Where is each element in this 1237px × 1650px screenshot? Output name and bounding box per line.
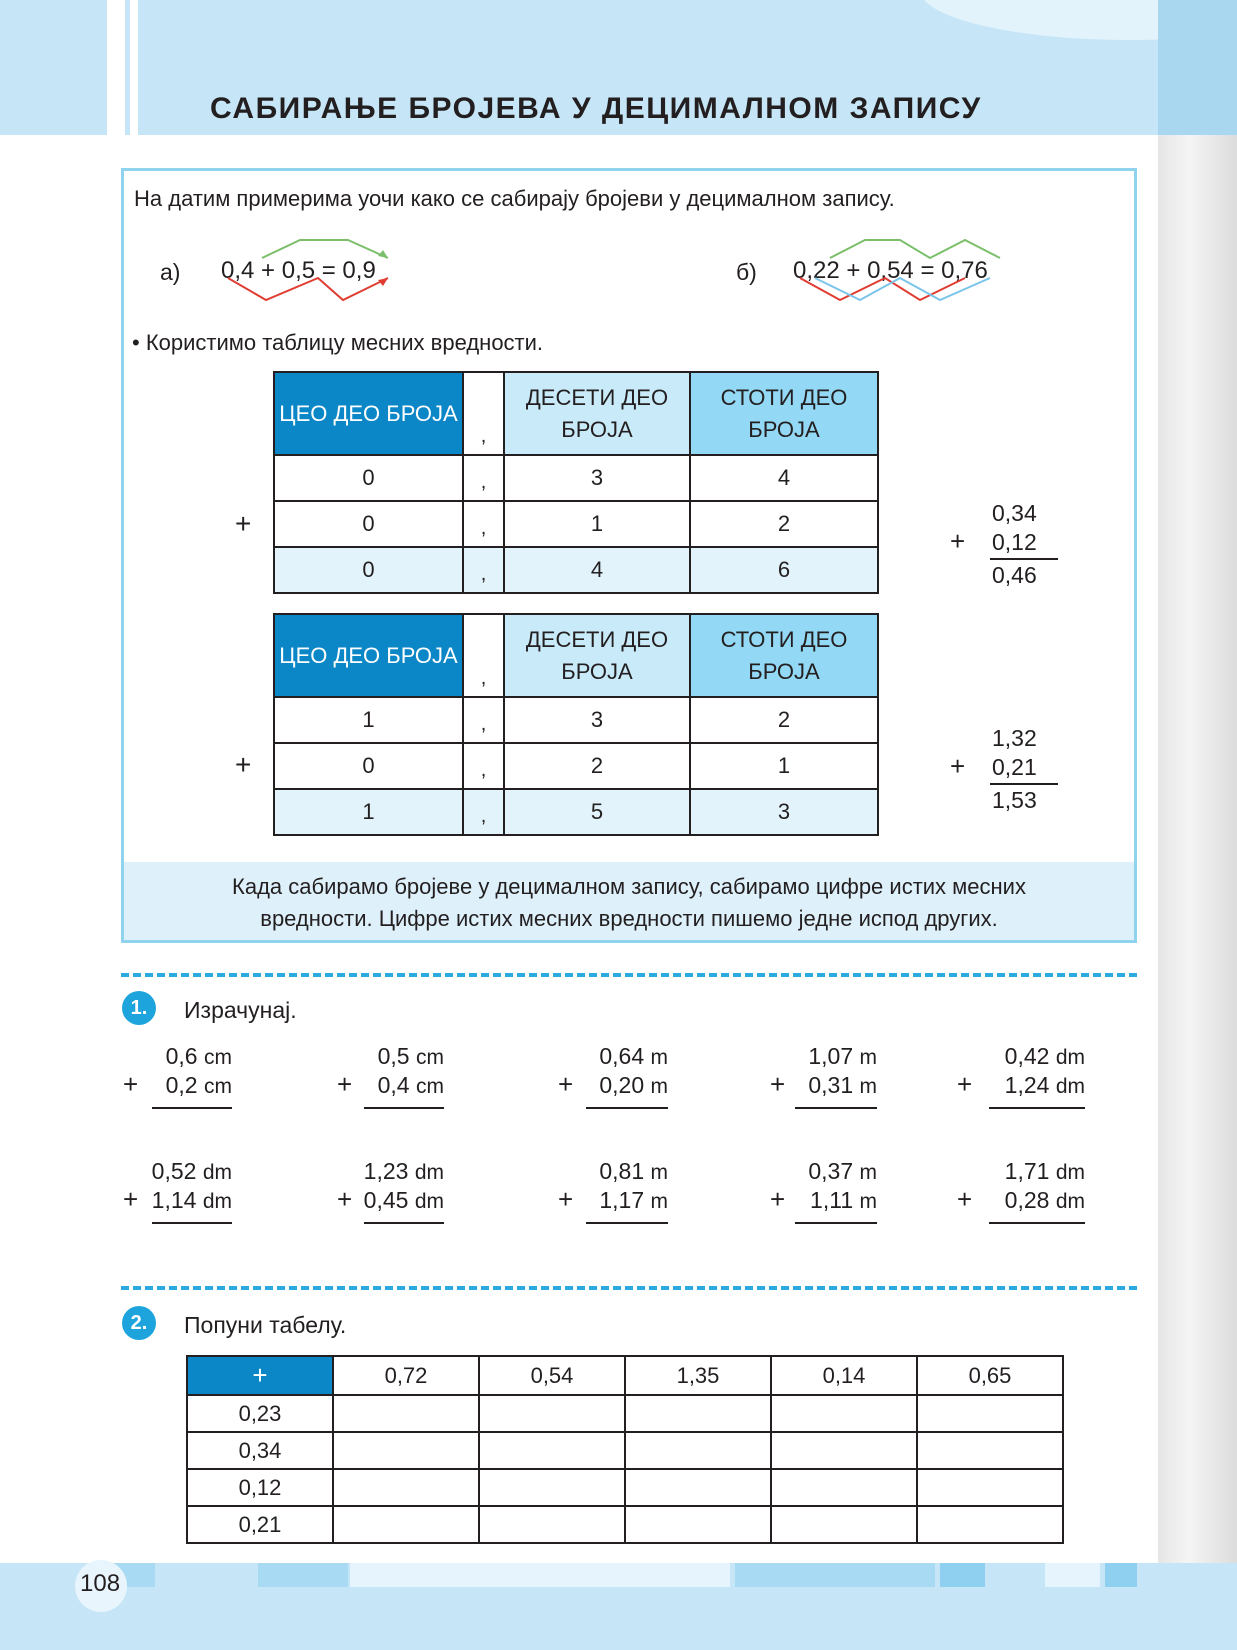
answer-cell[interactable] [917,1469,1063,1506]
second-addend [378,1072,444,1099]
first-addend [1005,1158,1085,1185]
table-cell: 0 [274,455,463,501]
plus-sign: + [235,508,252,539]
red-arrow [800,278,965,300]
second-addend [808,1072,877,1099]
addition-problem [558,1043,668,1107]
page-edge-shadow [1158,0,1237,1650]
sum-line [586,1222,668,1224]
table-cell: 0 [274,743,463,789]
addition-problem [337,1043,444,1107]
table-cell: , [463,697,504,743]
addition-table [186,1355,1064,1544]
plus-sign: + [337,1069,353,1099]
table-cell: 1 [274,789,463,835]
bullet-text: • Користимо таблицу месних вредности. [132,330,544,355]
example-a-arrows [218,234,408,306]
sum-line [795,1222,877,1224]
sum-line [990,558,1058,560]
header-stripe [0,0,98,135]
section-divider [121,1286,1137,1290]
header-whole-part: ЦЕО ДЕО БРОЈА [274,372,463,455]
header-stripe [107,0,125,135]
exercise-2-badge: 2. [122,1306,156,1340]
answer-cell[interactable] [771,1506,917,1543]
addend-value: 0,81 [599,1158,645,1184]
addition-problem [558,1158,668,1222]
header-comma: , [463,372,504,455]
unit: dm [1055,1075,1085,1098]
table-cell: , [463,743,504,789]
second-addend [166,1072,232,1099]
addend-value: 0,52 [151,1158,197,1184]
exercise-2-title: Попуни табелу. [184,1312,347,1338]
second-addend [599,1072,668,1099]
exercise-1-badge: 1. [122,991,156,1025]
addition-problem [123,1158,232,1222]
sum-line [152,1222,232,1224]
addend-value: 1,71 [1004,1158,1050,1184]
second-addend [810,1187,877,1214]
unit: cm [416,1046,444,1069]
unit: m [859,1161,877,1184]
header-tenths: ДЕСЕТИ ДЕО БРОЈА [504,614,690,697]
unit: dm [1055,1161,1085,1184]
unit: dm [202,1161,232,1184]
unit: m [650,1161,668,1184]
second-addend [152,1187,232,1214]
first-addend [599,1043,668,1070]
column-header: 0,65 [917,1356,1063,1395]
plus-sign: + [950,751,966,781]
second-addend [1005,1187,1085,1214]
table-sum-row [274,547,878,593]
plus-sign: + [770,1069,786,1099]
header-hundredths: СТОТИ ДЕО БРОЈА [690,372,878,455]
table-cell: 4 [690,455,878,501]
unit: dm [414,1190,444,1213]
table-header-row [274,614,878,697]
plus-sign: + [337,1184,353,1214]
plus-sign: + [770,1184,786,1214]
rule-note-line-1: Када сабирамо бројеве у децималном запису, сабирамо цифре истих месних [232,874,1026,899]
plus-sign: + [123,1069,139,1099]
addend: 0,21 [992,754,1037,780]
red-arrow [228,278,388,300]
answer-cell[interactable] [479,1395,625,1432]
table-cell: 3 [504,697,690,743]
unit: m [859,1075,877,1098]
table-cell: 0 [274,501,463,547]
table-row [274,743,878,789]
table-cell: , [463,501,504,547]
answer-cell[interactable] [625,1432,771,1469]
unit: dm [1055,1190,1085,1213]
answer-cell[interactable] [333,1506,479,1543]
answer-cell[interactable] [917,1395,1063,1432]
table-cell: 1 [690,743,878,789]
header-hundredths: СТОТИ ДЕО БРОЈА [690,614,878,697]
sum-line [795,1107,877,1109]
table-cell: 5 [504,789,690,835]
unit: m [650,1075,668,1098]
unit: cm [416,1075,444,1098]
header-stripe [130,0,138,135]
table-cell: , [463,547,504,593]
plus-sign: + [235,749,252,780]
table-row [274,697,878,743]
sum-line [990,783,1058,785]
addition-problem [770,1158,877,1222]
unit: m [650,1046,668,1069]
sum-line [989,1222,1085,1224]
answer-cell[interactable] [479,1469,625,1506]
sum-line [586,1107,668,1109]
table-header-row [187,1356,1063,1395]
addend-value: 0,5 [377,1043,410,1069]
first-addend [364,1158,444,1185]
table-cell: 0 [274,547,463,593]
corner-plus: + [187,1356,333,1395]
first-addend [808,1158,877,1185]
unit: dm [414,1161,444,1184]
unit: dm [202,1190,232,1213]
header-whole-part: ЦЕО ДЕО БРОЈА [274,614,463,697]
sum: 1,53 [992,787,1037,813]
table-sum-row [274,789,878,835]
answer-cell[interactable] [625,1469,771,1506]
addend-value: 1,14 [151,1187,197,1213]
header-comma: , [463,614,504,697]
column-header: 0,54 [479,1356,625,1395]
table-cell: 2 [690,697,878,743]
footer-segment [940,1563,985,1587]
table-cell: 6 [690,547,878,593]
plus-sign: + [950,526,966,556]
table-row [187,1506,1063,1543]
addend-value: 0,64 [599,1043,645,1069]
unit: cm [204,1075,232,1098]
plus-sign: + [558,1184,574,1214]
example-b-label: б) [736,259,757,285]
addend: 0,12 [992,529,1037,555]
addend-value: 0,6 [165,1043,198,1069]
example-b-expression: 0,22 + 0,54 = 0,76 [793,257,988,284]
addend-value: 1,17 [599,1187,645,1213]
plus-sign: + [957,1069,973,1099]
footer-segment [350,1563,730,1587]
column-header: 1,35 [625,1356,771,1395]
table-row [187,1395,1063,1432]
answer-cell[interactable] [771,1432,917,1469]
second-addend [599,1187,668,1214]
table-row [274,501,878,547]
sum: 0,46 [992,562,1037,588]
addend-value: 0,31 [808,1072,854,1098]
addend-value: 1,24 [1004,1072,1050,1098]
addend-value: 0,37 [808,1158,854,1184]
answer-cell[interactable] [625,1395,771,1432]
addend-value: 0,42 [1004,1043,1050,1069]
green-arrow [830,240,1000,258]
first-addend [166,1043,232,1070]
answer-cell[interactable] [333,1395,479,1432]
answer-cell[interactable] [479,1506,625,1543]
place-value-table-2 [273,613,879,836]
page-edge-tab [1158,0,1237,135]
plus-sign: + [558,1069,574,1099]
plus-sign: + [123,1184,139,1214]
column-addition-1 [950,500,1060,590]
answer-cell[interactable] [333,1469,479,1506]
green-arrow [262,240,388,258]
page-number: 108 [80,1570,121,1597]
footer-segment [1105,1563,1137,1587]
addend-value: 0,20 [599,1072,645,1098]
example-b-arrows [790,234,1020,306]
unit: m [650,1190,668,1213]
answer-cell[interactable] [333,1432,479,1469]
sum-line [364,1222,444,1224]
table-cell: 3 [690,789,878,835]
addend-value: 1,07 [808,1043,854,1069]
plus-sign: + [957,1184,973,1214]
row-header: 0,21 [187,1506,333,1543]
answer-cell[interactable] [479,1432,625,1469]
answer-cell[interactable] [771,1395,917,1432]
table-cell: 1 [274,697,463,743]
unit: dm [1055,1046,1085,1069]
table-cell: 3 [504,455,690,501]
addition-problem [337,1158,444,1222]
table-row [187,1469,1063,1506]
exercise-1-title: Израчунај. [184,997,297,1023]
place-value-table-1 [273,371,879,594]
footer-segment [735,1563,935,1587]
first-addend [152,1158,232,1185]
unit: m [859,1190,877,1213]
footer-segment [1045,1563,1100,1587]
table-row [274,455,878,501]
table-row [187,1432,1063,1469]
unit: cm [204,1046,232,1069]
example-a-expression: 0,4 + 0,5 = 0,9 [221,257,376,284]
sum-line [989,1107,1085,1109]
row-header: 0,23 [187,1395,333,1432]
addend-value: 1,23 [363,1158,409,1184]
addition-problem [123,1043,232,1107]
row-header: 0,12 [187,1469,333,1506]
addend: 0,34 [992,500,1037,526]
example-a-label: а) [160,259,181,285]
sum-line [364,1107,444,1109]
answer-cell[interactable] [917,1432,1063,1469]
table-cell: 2 [504,743,690,789]
addend-value: 0,4 [377,1072,410,1098]
addition-problem [957,1043,1085,1107]
first-addend [1005,1043,1085,1070]
section-divider [121,973,1137,977]
table-header-row [274,372,878,455]
table-cell: , [463,789,504,835]
unit: m [859,1046,877,1069]
second-addend [1005,1072,1085,1099]
answer-cell[interactable] [917,1506,1063,1543]
addend-value: 0,45 [363,1187,409,1213]
sum-line [152,1107,232,1109]
column-header: 0,14 [771,1356,917,1395]
addition-problem [770,1043,877,1107]
addend-value: 0,28 [1004,1187,1050,1213]
table-cell: 4 [504,547,690,593]
second-addend [364,1187,444,1214]
header-tenths: ДЕСЕТИ ДЕО БРОЈА [504,372,690,455]
column-addition-2 [950,725,1060,815]
first-addend [378,1043,444,1070]
table-cell: 2 [690,501,878,547]
addend-value: 0,2 [165,1072,198,1098]
answer-cell[interactable] [625,1506,771,1543]
column-header: 0,72 [333,1356,479,1395]
addend: 1,32 [992,725,1037,751]
addend-value: 1,11 [810,1187,854,1213]
row-header: 0,34 [187,1432,333,1469]
footer-segment [258,1563,348,1587]
table-cell: 1 [504,501,690,547]
first-addend [599,1158,668,1185]
answer-cell[interactable] [771,1469,917,1506]
first-addend [808,1043,877,1070]
table-cell: , [463,455,504,501]
intro-text: На датим примерима уочи како се сабирају бројеви у децималном запису. [134,186,895,211]
rule-note-line-2: вредности. Цифре истих месних вредности пишемо једне испод других. [260,906,998,931]
addition-problem [957,1158,1085,1222]
page-title: САБИРАЊЕ БРОЈЕВА У ДЕЦИМАЛНОМ ЗАПИСУ [210,92,982,125]
